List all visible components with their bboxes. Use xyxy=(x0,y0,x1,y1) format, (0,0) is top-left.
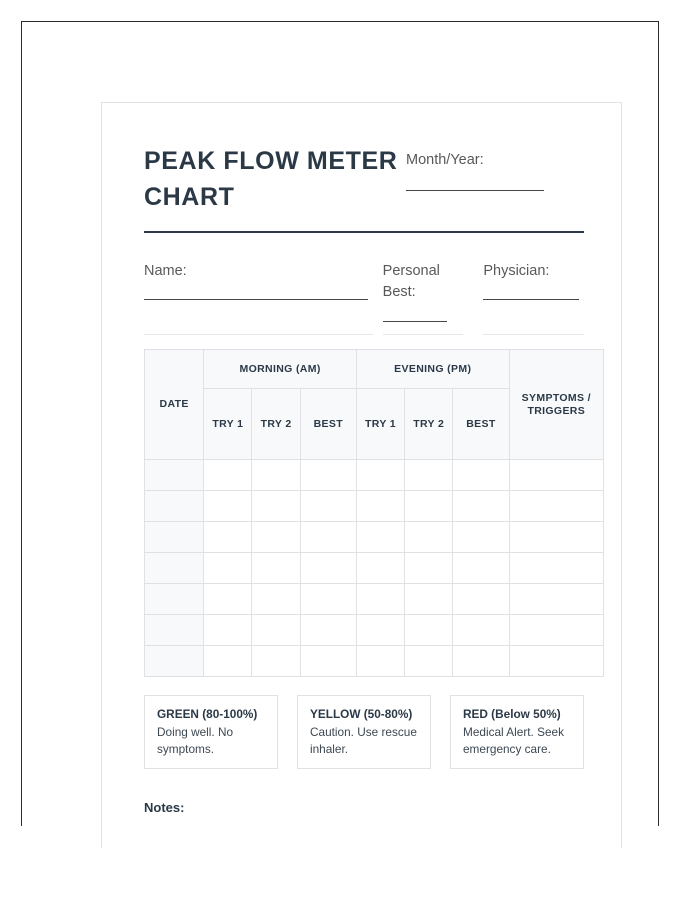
am-try2-cell[interactable] xyxy=(252,522,300,553)
zone-box xyxy=(450,695,584,769)
zone-gap xyxy=(278,695,297,769)
column-header-pm-try2: TRY 2 xyxy=(405,389,453,460)
date-cell[interactable] xyxy=(145,615,204,646)
table-header-row-groups xyxy=(145,350,604,389)
am-try1-cell[interactable] xyxy=(204,584,252,615)
header-row xyxy=(144,143,584,215)
pm-try2-cell[interactable] xyxy=(405,646,453,677)
zone-title: RED (Below 50%) xyxy=(463,707,561,721)
table-row xyxy=(145,460,604,491)
personal-best-field[interactable] xyxy=(383,261,463,335)
zone-description: Medical Alert. Seek emergency care. xyxy=(463,725,564,756)
am-best-cell[interactable] xyxy=(300,522,356,553)
am-best-cell[interactable] xyxy=(300,553,356,584)
am-try2-cell[interactable] xyxy=(252,615,300,646)
column-header-am-try2: TRY 2 xyxy=(252,389,300,460)
column-header-am-best: BEST xyxy=(300,389,356,460)
zone-title: GREEN (80-100%) xyxy=(157,707,258,721)
date-cell[interactable] xyxy=(145,584,204,615)
pm-try2-cell[interactable] xyxy=(405,522,453,553)
document-header xyxy=(144,103,584,233)
name-field[interactable] xyxy=(144,261,373,335)
pm-try2-cell[interactable] xyxy=(405,615,453,646)
month-year-write-line[interactable] xyxy=(406,190,544,191)
table-header xyxy=(145,350,604,460)
am-best-cell[interactable] xyxy=(300,646,356,677)
pm-try1-cell[interactable] xyxy=(356,584,404,615)
table-row xyxy=(145,522,604,553)
am-best-cell[interactable] xyxy=(300,584,356,615)
pm-best-cell[interactable] xyxy=(453,522,509,553)
pm-try1-cell[interactable] xyxy=(356,522,404,553)
pm-best-cell[interactable] xyxy=(453,646,509,677)
table-body xyxy=(145,460,604,677)
date-cell[interactable] xyxy=(145,646,204,677)
physician-field[interactable] xyxy=(483,261,584,335)
am-try2-cell[interactable] xyxy=(252,646,300,677)
date-cell[interactable] xyxy=(145,553,204,584)
table-row xyxy=(145,553,604,584)
column-header-pm-try1: TRY 1 xyxy=(356,389,404,460)
pm-best-cell[interactable] xyxy=(453,553,509,584)
field-spacer xyxy=(373,261,382,335)
am-best-cell[interactable] xyxy=(300,491,356,522)
zone-legend xyxy=(144,695,604,769)
zone-gap xyxy=(431,695,450,769)
column-header-pm-best: BEST xyxy=(453,389,509,460)
pm-try2-cell[interactable] xyxy=(405,491,453,522)
symptoms-cell[interactable] xyxy=(509,615,603,646)
name-label: Name: xyxy=(144,263,187,279)
symptoms-cell[interactable] xyxy=(509,522,603,553)
pm-try2-cell[interactable] xyxy=(405,553,453,584)
am-try1-cell[interactable] xyxy=(204,522,252,553)
zone-box xyxy=(144,695,278,769)
column-header-date: DATE xyxy=(145,350,204,460)
column-header-evening: EVENING (PM) xyxy=(356,350,509,389)
field-spacer xyxy=(463,261,484,335)
am-try2-cell[interactable] xyxy=(252,584,300,615)
page-title: PEAK FLOW METER CHART xyxy=(144,147,398,211)
header-divider xyxy=(144,231,584,233)
peak-flow-table xyxy=(144,349,604,677)
symptoms-cell[interactable] xyxy=(509,646,603,677)
am-try1-cell[interactable] xyxy=(204,553,252,584)
column-header-am-try1: TRY 1 xyxy=(204,389,252,460)
am-best-cell[interactable] xyxy=(300,460,356,491)
table-row xyxy=(145,615,604,646)
zone-description: Doing well. No symptoms. xyxy=(157,725,234,756)
symptoms-cell[interactable] xyxy=(509,460,603,491)
personal-best-label: Personal Best: xyxy=(382,263,440,300)
personal-best-write-line[interactable] xyxy=(383,321,447,322)
info-fields-row xyxy=(144,261,584,335)
date-cell[interactable] xyxy=(145,491,204,522)
am-try2-cell[interactable] xyxy=(252,460,300,491)
pm-try2-cell[interactable] xyxy=(405,460,453,491)
am-try1-cell[interactable] xyxy=(204,615,252,646)
symptoms-cell[interactable] xyxy=(509,584,603,615)
document-content xyxy=(144,103,591,817)
am-try1-cell[interactable] xyxy=(204,646,252,677)
zone-title: YELLOW (50-80%) xyxy=(310,707,413,721)
table-row xyxy=(145,646,604,677)
pm-try1-cell[interactable] xyxy=(356,460,404,491)
pm-best-cell[interactable] xyxy=(453,615,509,646)
pm-best-cell[interactable] xyxy=(453,584,509,615)
physician-write-line[interactable] xyxy=(483,299,579,300)
table-row xyxy=(145,584,604,615)
pm-try1-cell[interactable] xyxy=(356,553,404,584)
name-write-line[interactable] xyxy=(144,299,368,300)
date-cell[interactable] xyxy=(145,460,204,491)
pm-best-cell[interactable] xyxy=(453,491,509,522)
month-year-field[interactable] xyxy=(406,143,582,191)
date-cell[interactable] xyxy=(145,522,204,553)
zone-box xyxy=(297,695,431,769)
am-try2-cell[interactable] xyxy=(252,553,300,584)
column-header-symptoms-triggers: SYMPTOMS / TRIGGERS xyxy=(509,350,603,460)
symptoms-cell[interactable] xyxy=(509,553,603,584)
table-row xyxy=(145,491,604,522)
am-try1-cell[interactable] xyxy=(204,460,252,491)
month-year-label: Month/Year: xyxy=(406,152,484,168)
pm-best-cell[interactable] xyxy=(453,460,509,491)
physician-label: Physician: xyxy=(483,263,550,279)
pm-try1-cell[interactable] xyxy=(356,646,404,677)
document-panel xyxy=(101,102,622,848)
pm-try1-cell[interactable] xyxy=(356,615,404,646)
pm-try1-cell[interactable] xyxy=(356,491,404,522)
am-best-cell[interactable] xyxy=(300,615,356,646)
page-frame xyxy=(21,21,659,826)
symptoms-cell[interactable] xyxy=(509,491,603,522)
column-header-morning: MORNING (AM) xyxy=(204,350,357,389)
zone-description: Caution. Use rescue inhaler. xyxy=(310,725,417,756)
pm-try2-cell[interactable] xyxy=(405,584,453,615)
am-try1-cell[interactable] xyxy=(204,491,252,522)
notes-label: Notes: xyxy=(144,800,185,815)
am-try2-cell[interactable] xyxy=(252,491,300,522)
